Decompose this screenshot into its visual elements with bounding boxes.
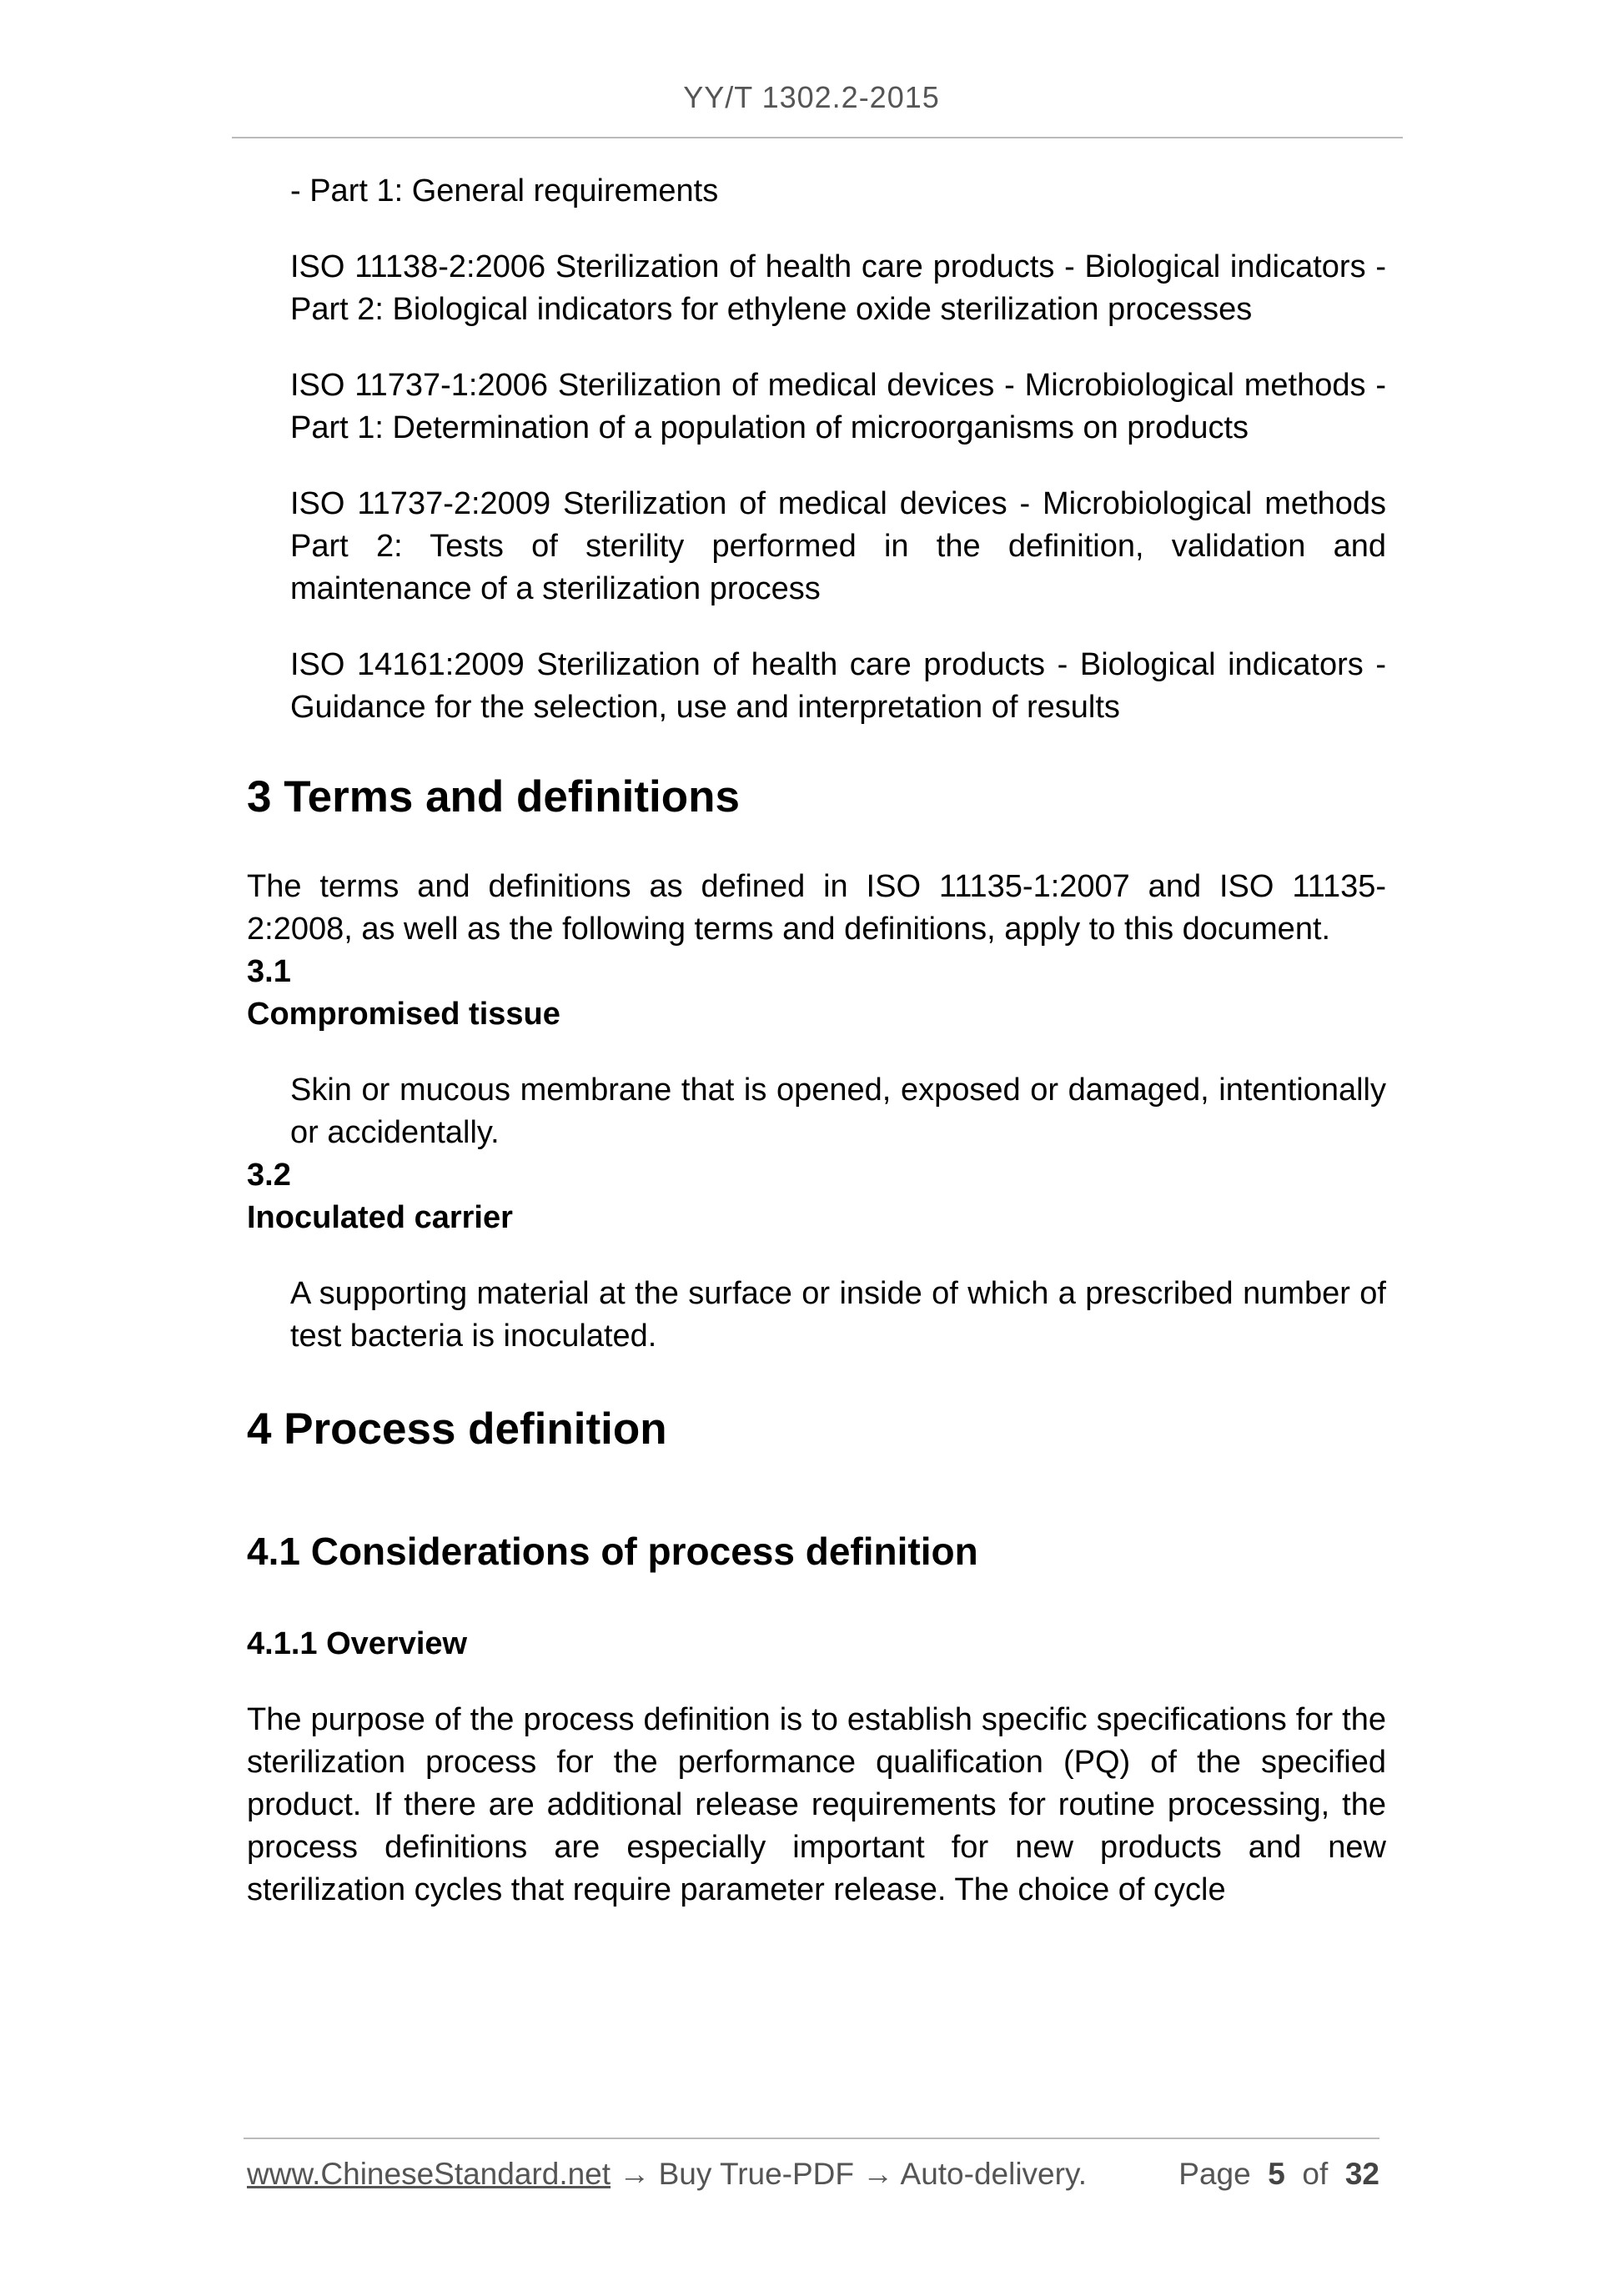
document-code-header: YY/T 1302.2-2015 bbox=[683, 80, 940, 114]
footer-divider bbox=[244, 2138, 1379, 2139]
page-number: 5 bbox=[1268, 2157, 1285, 2191]
page-total: 32 bbox=[1344, 2157, 1379, 2191]
term-title: Compromised tissue bbox=[247, 997, 560, 1032]
overview-paragraph: The purpose of the process definition is to establish specific specifications for the sterilization process for the performance qualification (PQ) of the specified product. If there are additional release requirements for routine processing, the process definitions are especially important for new products and new sterilization cycles that require parameter release. The choice of cycle bbox=[247, 1702, 1386, 1907]
page-content bbox=[247, 170, 1386, 1912]
footer-tagline: → Buy True-PDF → Auto-delivery. bbox=[611, 2157, 1087, 2191]
section-3-intro: The terms and definitions as defined in ISO 11135-1:2007 and ISO 11135-2:2008, as well as the following terms and definitions, apply to this document. bbox=[247, 869, 1386, 947]
of-label: of bbox=[1302, 2157, 1329, 2191]
section-4-1-1-heading: 4.1.1 Overview bbox=[247, 1626, 468, 1661]
section-4-1-heading: 4.1 Considerations of process definition bbox=[247, 1530, 978, 1573]
footer-left bbox=[247, 2157, 1087, 2192]
term-definition: Skin or mucous membrane that is opened, exposed or damaged, intentionally or accidentally. bbox=[290, 1073, 1386, 1150]
page-label: Page bbox=[1178, 2157, 1251, 2191]
reference-entry: - Part 1: General requirements bbox=[290, 173, 719, 208]
website-link[interactable]: www.ChineseStandard.net bbox=[247, 2157, 611, 2191]
section-4-heading: 4 Process definition bbox=[247, 1404, 667, 1454]
term-number: 3.2 bbox=[247, 1158, 291, 1193]
reference-entry: ISO 11138-2:2006 Sterilization of health care products - Biological indicators - Part 2: Biological indicators for ethylene oxide sterilization processes bbox=[290, 249, 1386, 327]
reference-entry: ISO 11737-1:2006 Sterilization of medical devices - Microbiological methods - Part 1: Determination of a population of microorganisms on products bbox=[290, 368, 1386, 445]
header-divider bbox=[232, 137, 1403, 138]
term-title: Inoculated carrier bbox=[247, 1200, 513, 1235]
reference-entry: ISO 11737-2:2009 Sterilization of medical devices - Microbiological methods Part 2: Tests of sterility performed in the definition, validation and maintenance of a sterilization process bbox=[290, 486, 1386, 606]
section-3-heading: 3 Terms and definitions bbox=[247, 772, 740, 821]
reference-entry: ISO 14161:2009 Sterilization of health care products - Biological indicators - Guidance for the selection, use and interpretation of results bbox=[290, 647, 1386, 725]
page-indicator bbox=[1178, 2157, 1379, 2192]
term-definition: A supporting material at the surface or inside of which a prescribed number of test bacteria is inoculated. bbox=[290, 1276, 1386, 1354]
term-number: 3.1 bbox=[247, 954, 291, 989]
